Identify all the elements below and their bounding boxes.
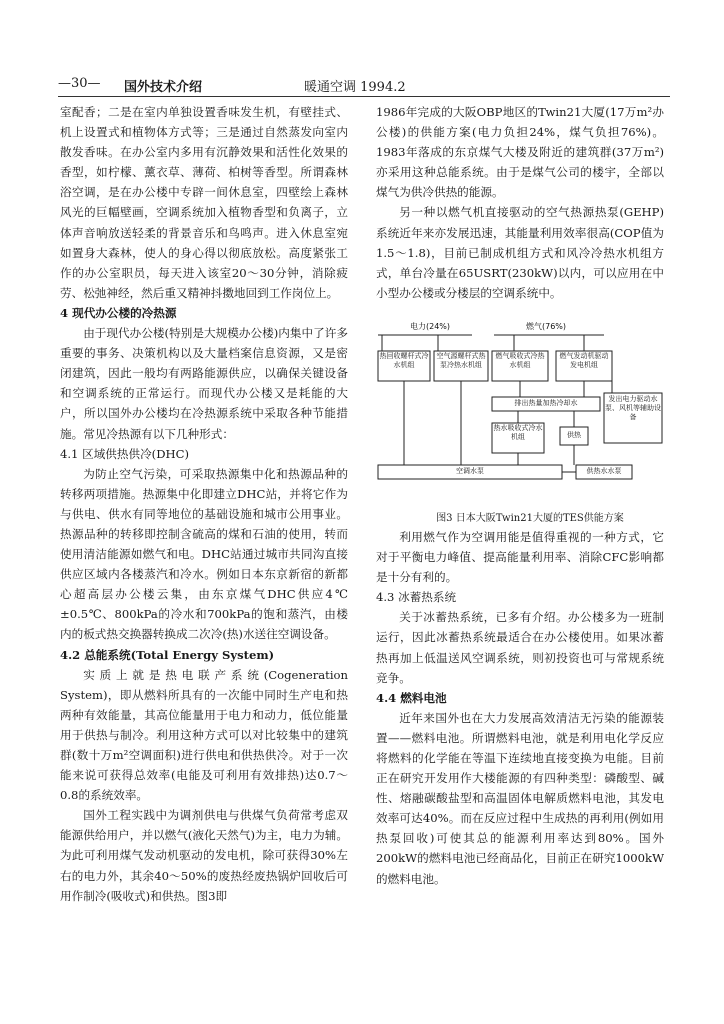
section-heading: 4 现代办公楼的冷热源 (60, 305, 177, 320)
header-rule (58, 96, 670, 97)
subsection-heading: 4.3 冰蓄热系统 (376, 590, 457, 605)
journal-title: 暖通空调 1994.2 (304, 80, 406, 95)
box-power-auxiliary: 发出电力驱动水泵、风机等辅助设备 (605, 394, 661, 421)
box-exhaust-heat: 排出热量加热冷却水 (514, 398, 578, 407)
paragraph: 实质上就是热电联产系统(Cogeneration System)，即从燃料所具有的一次能中同时生产电和热两种有效能量，其高位能量用于电力和动力，低位能量用于供热与制冷。利用这种方式可以对比较集中的建筑群(数十万m²空调面积)进行供电和供热供冷。对于一次能来说可获得总效率(电能及可利用有效排热)达0.7～0.8的系统效率。 (60, 667, 348, 803)
paragraph: 利用燃气作为空调用能是值得重视的一种方式，它对于平衡电力峰值、提高能量利用率、消除CFC影响都是十分有利的。 (376, 529, 664, 585)
paragraph: 近年来国外也在大力发展高效清洁无污染的能源装置——燃料电池。所谓燃料电池，就是利用电化学反应将燃料的化学能在等温下连续地直接变换为电能。目前正在研究开发用作大楼能源的有四种类型：磷酸型、碱性、熔融碳酸盐型和高温固体电解质燃料电池，其发电效率可达40%。而在反应过程中生成热的再利用(例如用热泵回收)可使其总的能源利用率达到80%。国外200kW的燃料电池已经商品化，目前正在研究1000kW的燃料电池。 (376, 710, 664, 886)
diagram-svg (376, 311, 664, 511)
page-number: —30— (58, 76, 101, 91)
box-heat-pump: 空气源螺杆式热泵冷热水机组 (436, 351, 486, 369)
subsection-heading: 4.1 区域供热供冷(DHC) (60, 446, 190, 461)
paragraph: 国外工程实践中为调剂供电与供煤气负荷常考虑双能源供给用户，并以燃气(液化天然气)为主，电力为辅。为此可利用煤气发动机驱动的发电机，除可获得30%左右的电力外，其余40～50%的废热经废热锅炉回收后可用作制冷(吸收式)和供热。图3即 (60, 808, 348, 903)
paragraph: 另一种以燃气机直接驱动的空气热源热泵(GEHP)系统近年来亦发展迅速，其能量利用效率很高(COP值为1.5～1.8)，目前已制成机组方式和风冷冷热水机组方式，单台冷量在65USRT(230kW)以内，可以应用在中小型办公楼或分楼层的空调系统中。 (376, 205, 664, 300)
box-gas-absorption: 燃气吸收式冷热水机组 (495, 351, 545, 369)
box-heating: 供热 (567, 430, 581, 439)
right-column (376, 102, 664, 889)
figure-caption: 图3 日本大阪Twin21大厦的TES供能方案 (436, 512, 624, 524)
paragraph: 为防止空气污染，可采取热源集中化和热源品种的转移两项措施。热源集中化即建立DHC站，并将它作为与供电、供水有同等地位的基础设施和城市公用事业。热源品种的转移即控制含硫高的煤和石油的使用，转而使用清洁能源如燃气和电。DHC站通过城市共同沟直接供应区域内各楼蒸汽和冷水。例如日本东京新宿的新都心超高层办公楼云集，由东京煤气DHC供应4℃±0.5℃、800kPa的冷水和700kPa的饱和蒸汽，由楼内的板式热交换器转换成二次冷(热)水送往空调设备。 (60, 466, 348, 642)
box-hot-water-absorption: 热水吸收式冷水机组 (493, 423, 543, 441)
paragraph: 室配香；二是在室内单独设置香味发生机，有壁挂式、机上设置式和植物体方式等；三是通过自然蒸发向室内散发香味。在办公室内多用有沉静效果和活性化效果的香型，如柠檬、薰衣草、薄荷、柏树等香型。所谓森林浴空调，是在办公楼中专辟一间休息室，四壁绘上森林风光的巨幅壁画，空调系统加入植物香型和负离子，立体声音响放送轻柔的背景音乐和鸟鸣声。进入休息室宛如置身大森林，使人的身心得以彻底放松。高度紧张工作的办公室职员，每天进入该室20～30分钟，消除疲劳、松弛神经，然后重又精神抖擞地回到工作岗位上。 (60, 105, 348, 300)
page-header (58, 76, 668, 98)
box-gas-engine-generator: 燃气发动机驱动发电机组 (559, 351, 609, 369)
figure-tes-diagram (376, 311, 664, 511)
subsection-heading: 4.4 燃料电池 (376, 690, 447, 705)
elec-label: 电力(24%) (410, 321, 451, 331)
left-column (60, 102, 348, 906)
box-heat-recovery-chiller: 热回收螺杆式冷水机组 (379, 351, 429, 369)
box-hot-water-pump: 供热水水泵 (586, 466, 622, 475)
gas-label: 燃气(76%) (526, 321, 567, 331)
box-ac-water-pump: 空调水泵 (456, 466, 484, 475)
section-title: 国外技术介绍 (124, 80, 203, 95)
subsection-heading: 4.2 总能系统(Total Energy System) (60, 647, 275, 662)
paragraph: 1986年完成的大阪OBP地区的Twin21大厦(17万m²办公楼)的供能方案(电力负担24%，煤气负担76%)。1983年落成的东京煤气大楼及附近的建筑群(37万m²)亦采用这种总能系统。由于是煤气公司的楼宇，全部以煤气为供冷供热的能源。 (376, 105, 664, 200)
paragraph: 由于现代办公楼(特别是大规模办公楼)内集中了许多重要的事务、决策机构以及大量档案信息资源，又是密闭建筑，因此一般均有两路能源供应，以确保关键设备和空调系统的正常运行。而现代办公楼又是耗能的大户，所以国外办公楼均在冷热源系统中采取各种节能措施。常见冷热源有以下几种形式： (60, 326, 348, 441)
paragraph: 关于冰蓄热系统，已多有介绍。办公楼多为一班制运行，因此冰蓄热系统最适合在办公楼使用。如果冰蓄热再加上低温送风空调系统，则初投资也可与常规系统竞争。 (376, 610, 664, 685)
